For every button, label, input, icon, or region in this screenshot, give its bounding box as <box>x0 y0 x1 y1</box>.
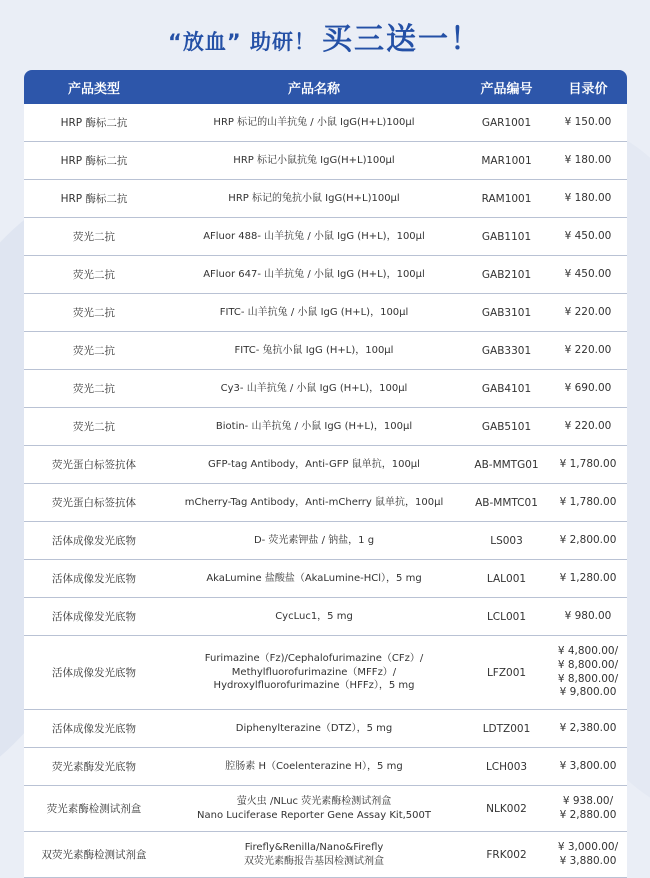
product-name-cell <box>164 104 464 141</box>
title-slogan: “放血” 助研！ <box>168 30 316 54</box>
column-header-price: 目录价 <box>568 81 608 97</box>
product-name-cell <box>164 408 464 445</box>
table-row <box>24 636 627 710</box>
price-line: ¥ 180.00 <box>564 191 612 204</box>
price-line: ¥ 4,800.00/ <box>557 645 619 658</box>
product-name-line: Biotin- 山羊抗兔 / 小鼠 IgG (H+L)，100μl <box>215 420 413 432</box>
product-code-cell: GAB2101 <box>481 268 532 281</box>
price-cell <box>549 256 627 293</box>
product-type-cell: 双荧光素酶检测试剂盒 <box>41 849 147 861</box>
product-name-line: Cy3- 山羊抗兔 / 小鼠 IgG (H+L)，100μl <box>220 382 408 394</box>
price-cell <box>549 218 627 255</box>
price-table <box>24 70 627 878</box>
price-line: ¥ 3,880.00 <box>559 854 617 867</box>
product-type-cell: 活体成像发光底物 <box>52 667 136 679</box>
table-row <box>24 710 627 748</box>
price-cell <box>549 522 627 559</box>
column-header-type: 产品类型 <box>67 81 120 97</box>
price-line: ¥ 180.00 <box>564 153 612 166</box>
product-name-line: CycLuc1，5 mg <box>275 610 353 622</box>
product-name-line: AkaLumine 盐酸盐（AkaLumine-HCl），5 mg <box>206 572 422 584</box>
price-line: ¥ 1,280.00 <box>559 571 617 584</box>
product-name-cell <box>164 294 464 331</box>
product-type-cell: 活体成像发光底物 <box>52 573 136 585</box>
price-cell <box>549 180 627 217</box>
product-code-cell: GAB1101 <box>481 230 532 243</box>
product-name-line: Hydroxylfluorofurimazine（HFFz），5 mg <box>213 680 415 692</box>
table-row <box>24 832 627 878</box>
price-cell <box>549 446 627 483</box>
table-row <box>24 294 627 332</box>
product-name-line: FITC- 兔抗小鼠 IgG (H+L)，100μl <box>234 344 394 356</box>
product-code-cell: LDTZ001 <box>482 722 531 735</box>
product-code-cell: RAM1001 <box>481 192 532 205</box>
price-line: ¥ 2,880.00 <box>559 808 617 821</box>
product-name-line: HRP 标记的兔抗小鼠 IgG(H+L)100μl <box>228 192 400 204</box>
table-row <box>24 180 627 218</box>
table-row <box>24 446 627 484</box>
product-code-cell: LCH003 <box>485 760 528 773</box>
table-row <box>24 218 627 256</box>
product-code-cell: GAB3301 <box>481 344 532 357</box>
price-cell <box>549 370 627 407</box>
product-code-cell: AB-MMTG01 <box>474 458 539 471</box>
product-name-line: Diphenylterazine（DTZ），5 mg <box>235 722 393 734</box>
product-type-cell: 活体成像发光底物 <box>52 535 136 547</box>
product-code-cell: LAL001 <box>486 572 527 585</box>
product-name-cell <box>164 748 464 785</box>
product-name-cell <box>164 370 464 407</box>
price-cell <box>549 484 627 521</box>
product-name-line: 腔肠素 H（Coelenterazine H），5 mg <box>225 760 403 772</box>
product-name-line: 萤火虫 /NLuc 荧光素酶检测试剂盒 <box>236 796 392 807</box>
product-name-cell <box>164 484 464 521</box>
product-name-line: HRP 标记的山羊抗兔 / 小鼠 IgG(H+L)100μl <box>213 116 415 128</box>
product-type-cell: HRP 酶标二抗 <box>60 117 128 129</box>
product-code-cell: LS003 <box>490 534 523 547</box>
product-name-line: D- 荧光素钾盐 / 钠盐，1 g <box>253 534 375 546</box>
page-title <box>0 14 650 58</box>
price-cell <box>549 560 627 597</box>
product-name-line: GFP-tag Antibody，Anti-GFP 鼠单抗，100μl <box>208 458 420 470</box>
price-cell <box>549 142 627 179</box>
table-row <box>24 560 627 598</box>
product-type-cell: 荧光二抗 <box>73 345 115 357</box>
column-header-name: 产品名称 <box>287 81 340 97</box>
product-code-cell: AB-MMTC01 <box>475 496 538 509</box>
price-cell <box>549 294 627 331</box>
product-name-cell <box>164 332 464 369</box>
price-line: ¥ 3,800.00 <box>559 759 617 772</box>
product-name-cell <box>164 446 464 483</box>
product-name-cell <box>164 786 464 831</box>
price-line: ¥ 690.00 <box>564 381 612 394</box>
price-cell <box>549 786 627 831</box>
product-name-cell <box>164 560 464 597</box>
price-line: ¥ 980.00 <box>564 609 612 622</box>
table-row <box>24 142 627 180</box>
product-name-cell <box>164 636 464 709</box>
product-code-cell: GAB3101 <box>481 306 532 319</box>
title-offer: 买三送一！ <box>321 22 482 57</box>
price-line: ¥ 1,780.00 <box>559 457 617 470</box>
price-line: ¥ 450.00 <box>564 229 612 242</box>
product-name-line: mCherry-Tag Antibody，Anti-mCherry 鼠单抗，100μl <box>184 496 444 508</box>
product-name-line: FITC- 山羊抗兔 / 小鼠 IgG (H+L)，100μl <box>219 306 409 318</box>
table-row <box>24 256 627 294</box>
product-type-cell: HRP 酶标二抗 <box>60 155 128 167</box>
product-code-cell: LCL001 <box>486 610 527 623</box>
price-cell <box>549 832 627 877</box>
product-name-cell <box>164 180 464 217</box>
price-line: ¥ 450.00 <box>564 267 612 280</box>
price-line: ¥ 2,380.00 <box>559 721 617 734</box>
product-name-line: AFluor 488- 山羊抗兔 / 小鼠 IgG (H+L)，100μl <box>203 230 425 242</box>
price-cell <box>549 408 627 445</box>
product-name-cell <box>164 522 464 559</box>
product-name-cell <box>164 142 464 179</box>
product-type-cell: HRP 酶标二抗 <box>60 193 128 205</box>
product-code-cell: MAR1001 <box>481 154 532 167</box>
price-line: ¥ 220.00 <box>564 419 612 432</box>
product-type-cell: 荧光二抗 <box>73 231 115 243</box>
product-name-line: Methylfluorofurimazine（MFFz）/ <box>231 666 397 678</box>
table-row <box>24 786 627 832</box>
product-name-line: HRP 标记小鼠抗兔 IgG(H+L)100μl <box>233 154 395 166</box>
table-row <box>24 748 627 786</box>
price-cell <box>549 104 627 141</box>
product-type-cell: 荧光蛋白标签抗体 <box>52 459 136 471</box>
product-type-cell: 荧光二抗 <box>73 383 115 395</box>
price-line: ¥ 150.00 <box>564 115 612 128</box>
table-row <box>24 598 627 636</box>
product-type-cell: 荧光素酶发光底物 <box>52 761 136 773</box>
product-code-cell: LFZ001 <box>486 666 527 679</box>
product-type-cell: 活体成像发光底物 <box>52 723 136 735</box>
product-type-cell: 荧光二抗 <box>73 421 115 433</box>
product-type-cell: 荧光素酶检测试剂盒 <box>46 803 142 815</box>
price-line: ¥ 8,800.00/ <box>557 658 619 671</box>
product-type-cell: 荧光二抗 <box>73 307 115 319</box>
price-cell <box>549 748 627 785</box>
product-name-line: 双荧光素酶报告基因检测试剂盒 <box>244 855 384 867</box>
price-cell <box>549 598 627 635</box>
product-name-line: Furimazine（Fz)/Cephalofurimazine（CFz）/ <box>204 653 424 665</box>
product-name-cell <box>164 710 464 747</box>
product-name-cell <box>164 832 464 877</box>
product-type-cell: 荧光二抗 <box>73 269 115 281</box>
price-line: ¥ 220.00 <box>564 305 612 318</box>
price-line: ¥ 1,780.00 <box>559 495 617 508</box>
price-line: ¥ 3,000.00/ <box>557 840 619 853</box>
product-name-cell <box>164 598 464 635</box>
product-type-cell: 活体成像发光底物 <box>52 611 136 623</box>
price-line: ¥ 8,800.00/ <box>557 672 619 685</box>
product-type-cell: 荧光蛋白标签抗体 <box>52 497 136 509</box>
table-header <box>24 70 627 104</box>
product-name-line: Nano Luciferase Reporter Gene Assay Kit,500T <box>197 809 431 821</box>
product-name-cell <box>164 256 464 293</box>
table-body <box>24 104 627 878</box>
price-line: ¥ 938.00/ <box>562 794 614 807</box>
product-code-cell: GAB4101 <box>481 382 532 395</box>
price-line: ¥ 2,800.00 <box>559 533 617 546</box>
table-row <box>24 484 627 522</box>
column-header-code: 产品编号 <box>480 81 533 97</box>
product-code-cell: FRK002 <box>486 848 527 861</box>
product-code-cell: GAR1001 <box>481 116 532 129</box>
price-cell <box>549 332 627 369</box>
product-name-line: AFluor 647- 山羊抗兔 / 小鼠 IgG (H+L)，100μl <box>203 268 425 280</box>
table-row <box>24 332 627 370</box>
price-line: ¥ 9,800.00 <box>559 686 617 699</box>
table-row <box>24 522 627 560</box>
table-row <box>24 408 627 446</box>
price-cell <box>549 710 627 747</box>
price-cell <box>549 636 627 709</box>
price-line: ¥ 220.00 <box>564 343 612 356</box>
product-code-cell: NLK002 <box>486 802 527 815</box>
table-row <box>24 104 627 142</box>
table-row <box>24 370 627 408</box>
product-code-cell: GAB5101 <box>481 420 532 433</box>
product-name-cell <box>164 218 464 255</box>
product-name-line: Firefly&Renilla/Nano&Firefly <box>244 842 384 853</box>
